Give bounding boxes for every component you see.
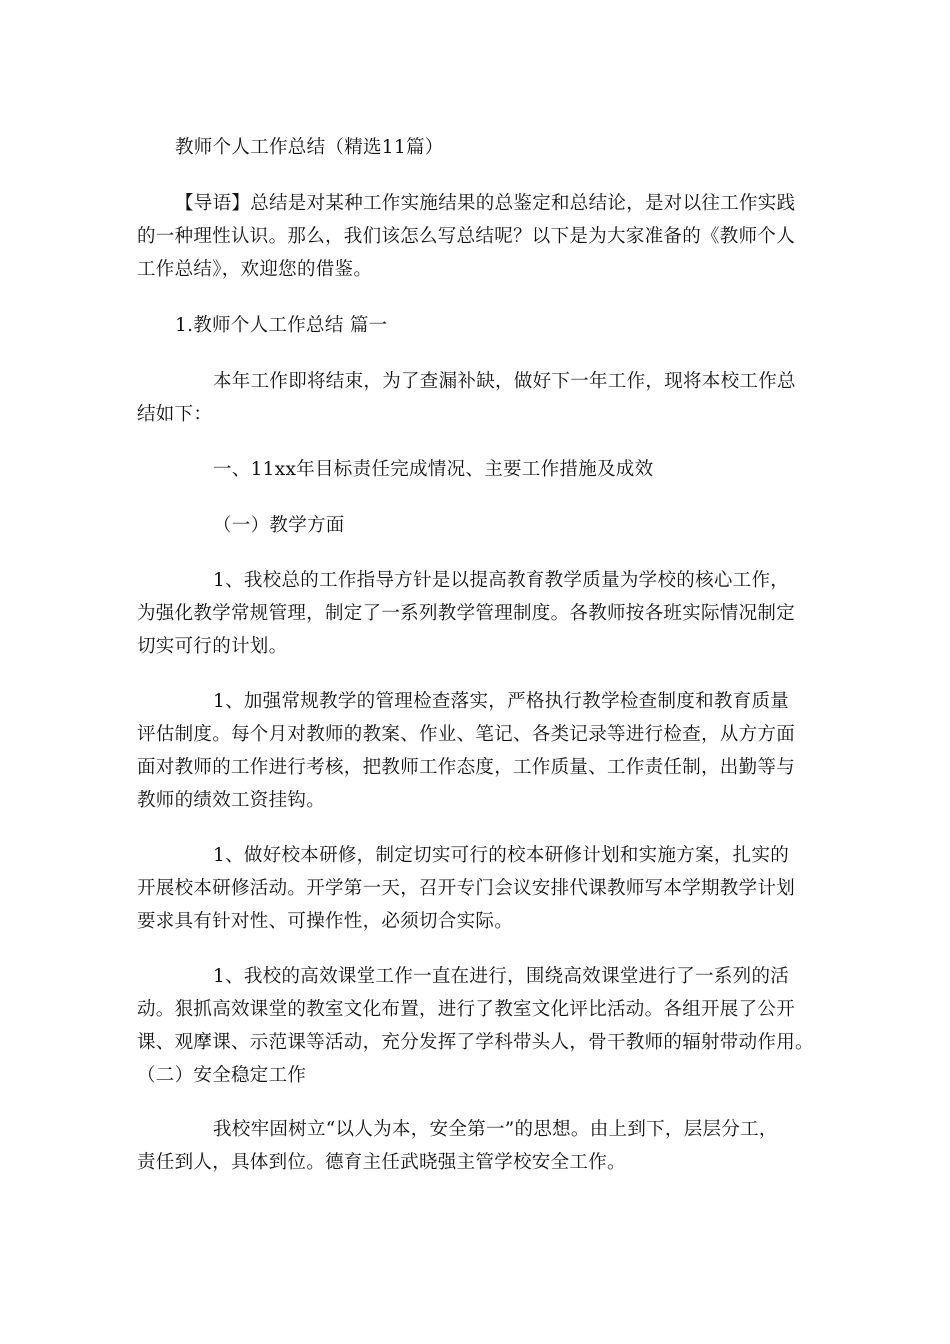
para-c-line-1: 1、做好校本研修，制定切实可行的校本研修计划和实施方案，扎实的 [213,845,790,866]
para-a-line-2: 为强化教学常规管理，制定了一系列教学管理制度。各教师按各班实际情况制定 [137,603,796,624]
opening-line-1: 本年工作即将结束，为了查漏补缺，做好下一年工作，现将本校工作总 [213,371,796,392]
para-a-line-1: 1、我校总的工作指导方针是以提高教育教学质量为学校的核心工作， [213,570,790,591]
document-title: 教师个人工作总结（精选11篇） [175,137,444,158]
opening-line-2: 结如下： [137,404,213,425]
para-d-line-3: 课、观摩课、示范课等活动，充分发挥了学科带头人，骨干教师的辐射带动作用。 [137,1032,814,1053]
para-e-line-2: 责任到人，具体到位。德育主任武晓强主管学校安全工作。 [137,1152,626,1173]
para-a-line-3: 切实可行的计划。 [137,636,288,657]
subheading-safety: （二）安全稳定工作 [137,1065,307,1086]
para-b-line-2: 评估制度。每个月对教师的教案、作业、笔记、各类记录等进行检查，从方方面 [137,724,796,745]
intro-line-3: 工作总结》，欢迎您的借鉴。 [137,259,373,280]
para-b-line-3: 面对教师的工作进行考核，把教师工作态度，工作质量、工作责任制，出勤等与 [137,757,796,778]
para-c-line-3: 要求具有针对性、可操作性，必须切合实际。 [137,911,514,932]
para-e-line-1: 我校牢固树立“以人为本，安全第一”的思想。由上到下，层层分工， [213,1119,778,1140]
intro-line-2: 的一种理性认识。那么，我们该怎么写总结呢？以下是为大家准备的《教师个人 [137,226,796,247]
para-c-line-2: 开展校本研修活动。开学第一天，召开专门会议安排代课教师写本学期教学计划 [137,878,796,899]
para-b-line-4: 教师的绩效工资挂钩。 [137,790,326,811]
section-heading: 1.教师个人工作总结 篇一 [175,315,388,336]
para-d-line-1: 1、我校的高效课堂工作一直在进行，围绕高效课堂进行了一系列的活 [213,966,790,987]
part-heading: 一、11xx年目标责任完成情况、主要工作措施及成效 [213,459,654,480]
para-d-line-2: 动。狠抓高效课堂的教室文化布置，进行了教室文化评比活动。各组开展了公开 [137,999,796,1020]
subheading-teaching: （一）教学方面 [213,515,345,536]
para-b-line-1: 1、加强常规教学的管理检查落实，严格执行教学检查制度和教育质量 [213,691,790,712]
intro-line-1: 【导语】总结是对某种工作实施结果的总鉴定和总结论，是对以往工作实践 [175,193,796,214]
